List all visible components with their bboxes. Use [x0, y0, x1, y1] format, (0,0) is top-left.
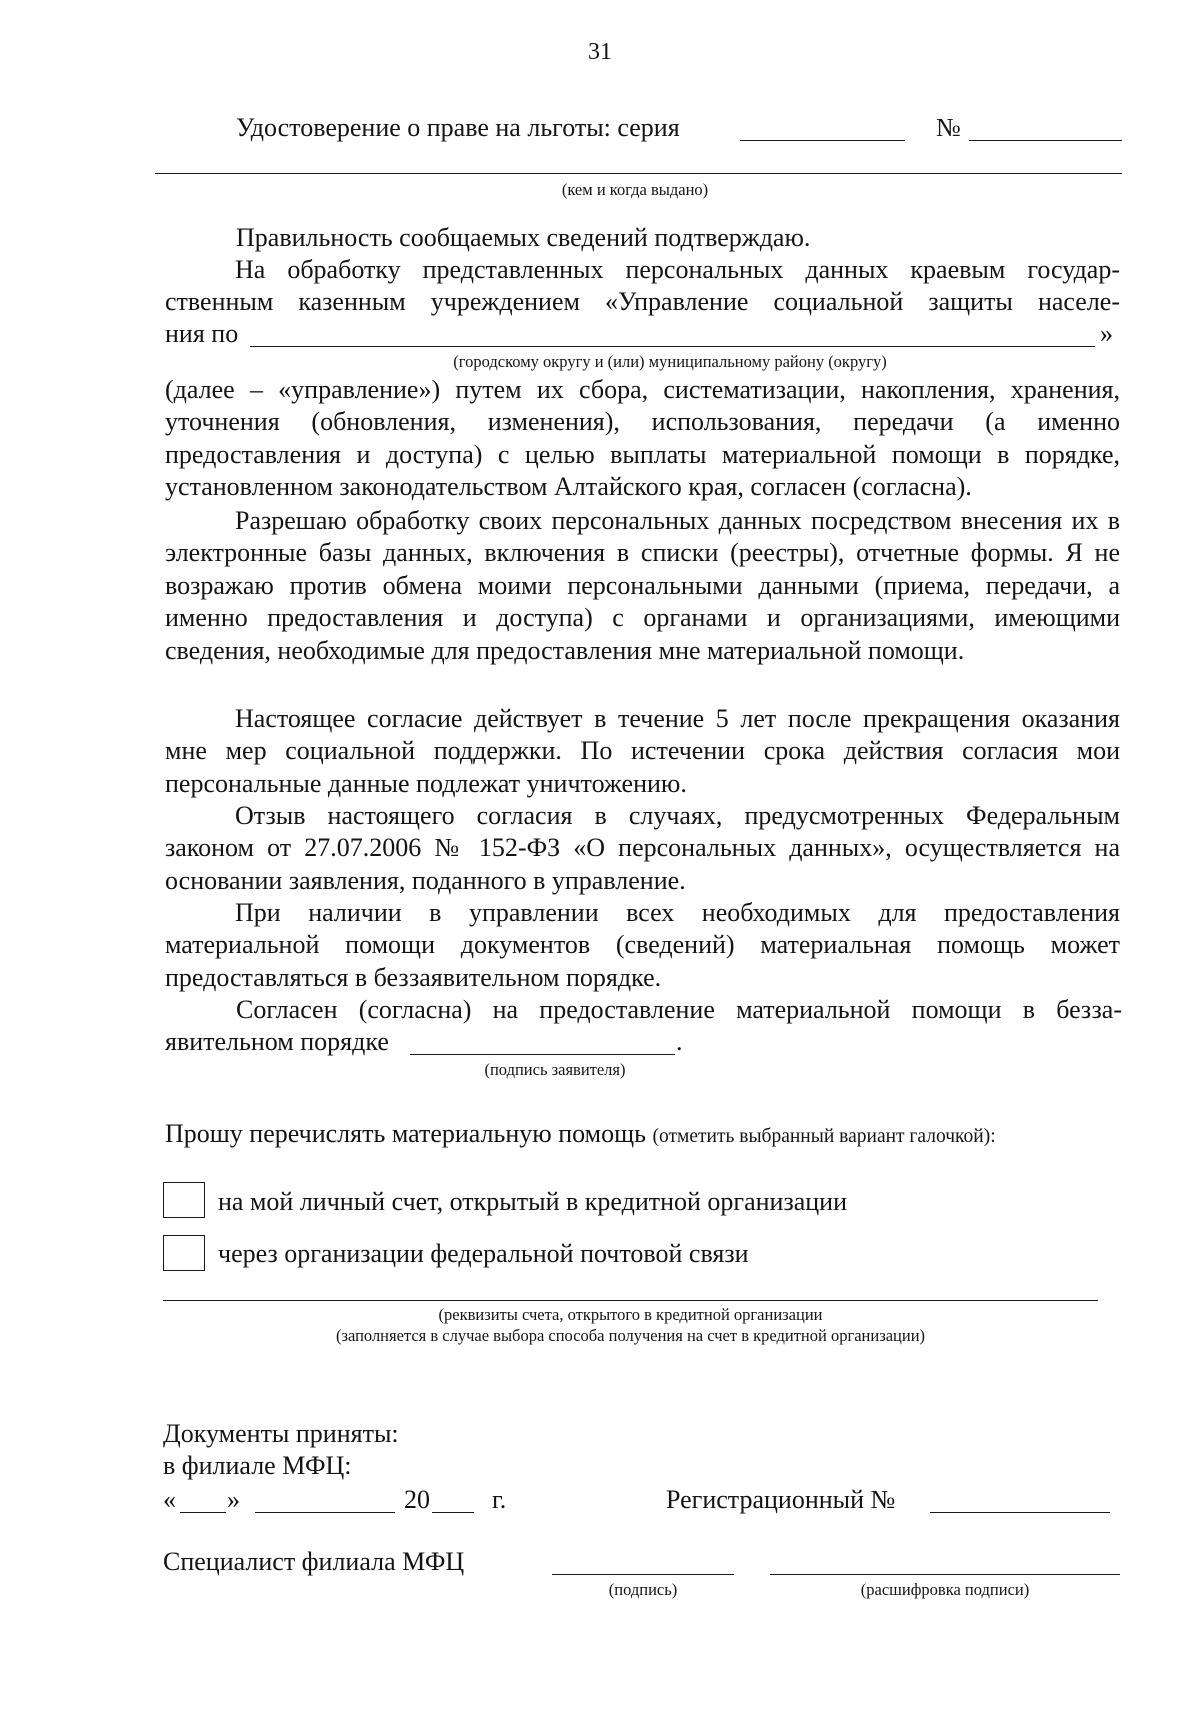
page-number: 31	[588, 39, 612, 65]
registration-number-field[interactable]	[930, 1512, 1110, 1513]
processing-line-1: На обработку представленных персональных данных краевым государ-	[235, 255, 1120, 284]
permit-paragraph: Разрешаю обработку своих персональных данных посредством внесения их в электронные базы данных, включения в списки (реестры), отчетные формы. Я не возражаю против обмена моими персональными данными (приема, передачи, а именно предоставления и доступа) с органами и организациями, имеющими сведения, необходимые для предоставления мне материальной помощи.	[165, 506, 1120, 665]
date-day-field[interactable]	[180, 1512, 226, 1513]
bank-account-option-label: на мой личный счет, открытый в кредитной организации	[218, 1187, 848, 1216]
post-office-checkbox[interactable]	[163, 1235, 205, 1271]
specialist-decoding-field[interactable]	[770, 1574, 1120, 1575]
no-application-paragraph: При наличии в управлении всех необходимых для предоставления материальной помощи документов (сведений) материальная помощь может предоставляться в беззаявительном порядке.	[165, 898, 1120, 992]
post-office-option-label: через организации федеральной почтовой связи	[218, 1239, 749, 1268]
processing-continuation-paragraph: (далее – «управление») путем их сбора, систематизации, накопления, хранения, уточнения (обновления, изменения), использования, передачи (а именно предоставления и доступа) с целью выплаты материальной помощи в порядке, установленном законодательством Алтайского края, согласен (согласна).	[165, 375, 1120, 502]
validity-paragraph: Настоящее согласие действует в течение 5 лет после прекращения оказания мне мер социальной поддержки. По истечении срока действия согласия мои персональные данные подлежат уничтожению.	[165, 704, 1120, 798]
district-field[interactable]	[250, 346, 1095, 347]
processing-line-3-suffix: »	[1100, 319, 1113, 348]
agree-line-1: Согласен (согласна) на предоставление материальной помощи в безза-	[236, 995, 1122, 1024]
date-year-field[interactable]	[432, 1512, 474, 1513]
certificate-series-field[interactable]	[740, 140, 905, 141]
revocation-paragraph: Отзыв настоящего согласия в случаях, предусмотренных Федеральным законом от 27.07.2006 № 152-ФЗ «О персональных данных», осуществляется на основании заявления, поданного в управление.	[165, 801, 1120, 895]
agree-line-2: явительном порядке	[165, 1027, 389, 1056]
registration-number-label: Регистрационный №	[666, 1485, 896, 1514]
specialist-decoding-caption: (расшифровка подписи)	[860, 1580, 1030, 1599]
docs-accepted-label: Документы приняты:	[163, 1419, 399, 1448]
year-suffix: г.	[492, 1485, 507, 1514]
issued-by-field[interactable]	[155, 173, 1122, 174]
payment-request-note: (отметить выбранный вариант галочкой):	[652, 1126, 996, 1147]
date-open-quote: «	[163, 1485, 176, 1514]
date-month-field[interactable]	[255, 1512, 395, 1513]
requisites-caption-2: (заполняется в случае выбора способа получения на счет в кредитной организации)	[335, 1326, 926, 1345]
mfc-branch-label: в филиале МФЦ:	[163, 1451, 352, 1480]
confirm-statement: Правильность сообщаемых сведений подтверждаю.	[236, 223, 811, 252]
processing-consent-paragraph	[165, 254, 1120, 319]
year-prefix: 20	[404, 1485, 430, 1514]
bank-account-checkbox[interactable]	[163, 1182, 205, 1218]
date-close-quote: »	[227, 1485, 240, 1514]
district-caption: (городскому округу и (или) муниципальному району (округу)	[453, 352, 887, 371]
processing-line-3-prefix: ния по	[165, 319, 239, 348]
requisites-caption-1: (реквизиты счета, открытого в кредитной организации	[438, 1305, 823, 1324]
specialist-signature-caption: (подпись)	[608, 1580, 678, 1599]
applicant-signature-field[interactable]	[410, 1054, 675, 1055]
processing-line-2: ственным казенным учреждением «Управление социальной защиты населе-	[165, 287, 1120, 317]
applicant-signature-caption: (подпись заявителя)	[484, 1060, 626, 1079]
payment-request	[165, 1118, 996, 1153]
account-requisites-field[interactable]	[163, 1300, 1098, 1301]
agree-end: .	[676, 1027, 683, 1056]
specialist-signature-field[interactable]	[552, 1574, 734, 1575]
certificate-number-field[interactable]	[969, 140, 1122, 141]
specialist-label: Специалист филиала МФЦ	[163, 1547, 465, 1576]
issued-by-caption: (кем и когда выдано)	[561, 180, 709, 199]
certificate-number-sign: №	[936, 113, 961, 142]
payment-request-text: Прошу перечислять материальную помощь	[165, 1119, 646, 1148]
certificate-label: Удостоверение о праве на льготы: серия	[236, 113, 680, 142]
